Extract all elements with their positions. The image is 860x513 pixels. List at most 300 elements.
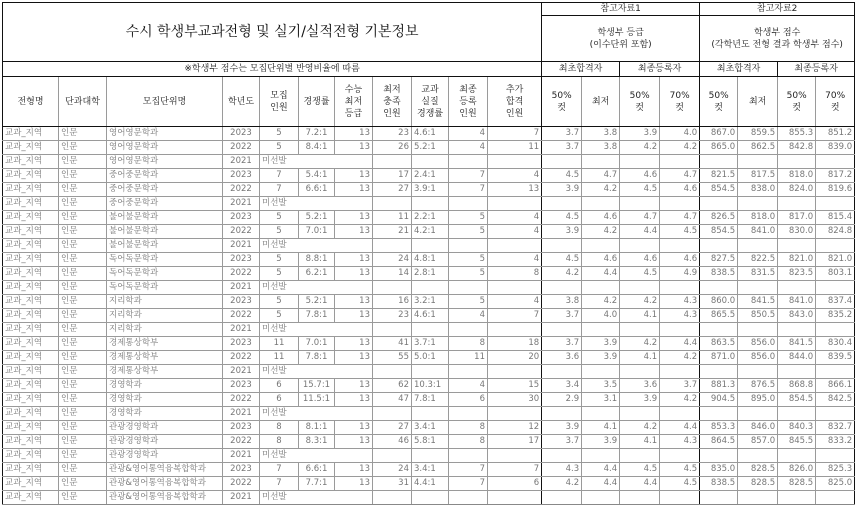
cell-grade-first-min: 4.7 [582,169,620,183]
cell-college: 인문 [59,309,107,323]
cell-min-met: 24 [373,463,412,477]
cell-grade-first-50: 2.9 [542,393,582,407]
cell-grade-first-50: 3.7 [542,435,582,449]
cell-real-competition: 4.6:1 [412,127,449,141]
cell-grade-final-70 [660,155,700,169]
cell-grade-first-50: 4.5 [542,211,582,225]
cell-admission-type: 교과_지역 [3,141,59,155]
cell-score-final-70: 851.2 [816,127,855,141]
ref1-desc1: 학생부 등급 [597,27,644,38]
cell-score-first-min: 828.5 [738,463,778,477]
column-header: 최종 등록 인원 [449,77,488,127]
cell-score-final-50: 823.5 [778,267,816,281]
cell-admission-type: 교과_지역 [3,421,59,435]
ref2-desc1: 학생부 점수 [753,27,801,38]
cell-dept-name: 경제통상학부 [107,365,223,379]
cell-score-final-50: 843.0 [778,309,816,323]
cell-admission-type: 교과_지역 [3,323,59,337]
not-selected-label: 미선발 [260,281,373,295]
cell-suneung-min: 13 [335,435,373,449]
cell-min-met [373,197,412,211]
cell-score-first-min [738,449,778,463]
cell-grade-final-70: 4.9 [660,267,700,281]
cell-year: 2021 [223,491,260,505]
cell-quota: 7 [260,477,299,491]
cell-college: 인문 [59,225,107,239]
cell-score-first-min: 856.0 [738,351,778,365]
cell-grade-first-min: 4.4 [582,463,620,477]
cell-score-final-50: 828.5 [778,477,816,491]
cell-college: 인문 [59,393,107,407]
column-header: 모집단위명 [107,77,223,127]
table-row [3,281,855,295]
cell-extra-admitted: 30 [488,393,542,407]
cell-score-final-50 [778,197,816,211]
cell-score-final-70: 839.5 [816,351,855,365]
cell-year: 2023 [223,337,260,351]
cell-final-registered [449,155,488,169]
cell-extra-admitted [488,407,542,421]
cell-suneung-min: 13 [335,211,373,225]
not-selected-label: 미선발 [260,365,373,379]
cell-admission-type: 교과_지역 [3,365,59,379]
cell-score-final-70: 835.2 [816,309,855,323]
cell-dept-name: 불어불문학과 [107,211,223,225]
cell-min-met: 17 [373,169,412,183]
cell-dept-name: 관광&영어통역융복합학과 [107,491,223,505]
cell-grade-final-70: 4.3 [660,295,700,309]
ref1-desc2: (이수단위 포함) [589,39,652,50]
cell-score-final-50: 818.0 [778,169,816,183]
cell-score-first-min [738,197,778,211]
column-header: 50% 컷 [542,77,582,127]
cell-admission-type: 교과_지역 [3,127,59,141]
cell-score-first-min: 838.0 [738,183,778,197]
cell-real-competition [412,281,449,295]
cell-dept-name: 독어독문학과 [107,253,223,267]
cell-quota: 11 [260,351,299,365]
cell-year: 2023 [223,169,260,183]
cell-suneung-min: 13 [335,337,373,351]
cell-year: 2022 [223,267,260,281]
cell-grade-final-70: 4.5 [660,463,700,477]
cell-college: 인문 [59,421,107,435]
cell-year: 2022 [223,141,260,155]
cell-min-met: 11 [373,211,412,225]
admission-info-table [2,2,855,505]
cell-score-final-70: 833.2 [816,435,855,449]
cell-real-competition [412,239,449,253]
cell-final-registered: 5 [449,267,488,281]
cell-extra-admitted [488,281,542,295]
cell-dept-name: 불어불문학과 [107,239,223,253]
cell-min-met [373,323,412,337]
cell-extra-admitted: 6 [488,477,542,491]
cell-real-competition: 3.7:1 [412,337,449,351]
cell-min-met: 14 [373,267,412,281]
cell-year: 2021 [223,197,260,211]
cell-admission-type: 교과_지역 [3,407,59,421]
column-header: 단과대학 [59,77,107,127]
cell-quota: 5 [260,211,299,225]
cell-admission-type: 교과_지역 [3,169,59,183]
cell-final-registered: 7 [449,169,488,183]
cell-admission-type: 교과_지역 [3,197,59,211]
cell-grade-final-70: 4.2 [660,393,700,407]
cell-real-competition: 7.8:1 [412,393,449,407]
cell-grade-final-70 [660,239,700,253]
cell-real-competition: 5.2:1 [412,141,449,155]
cell-grade-first-50: 3.9 [542,421,582,435]
cell-extra-admitted: 12 [488,421,542,435]
cell-suneung-min: 13 [335,351,373,365]
cell-year: 2021 [223,365,260,379]
cell-dept-name: 영어영문학과 [107,127,223,141]
cell-grade-final-50: 4.4 [620,225,660,239]
ref2-desc2: (각학년도 전형 결과 학생부 점수) [711,39,843,50]
cell-grade-first-min: 4.1 [582,421,620,435]
table-row [3,351,855,365]
cell-quota: 5 [260,253,299,267]
cell-quota: 6 [260,379,299,393]
cell-admission-type: 교과_지역 [3,281,59,295]
column-header: 최저 [582,77,620,127]
cell-grade-first-min: 4.2 [582,183,620,197]
cell-grade-first-min: 4.2 [582,225,620,239]
cell-grade-first-50: 4.2 [542,267,582,281]
cell-competition: 7.2:1 [299,127,335,141]
cell-extra-admitted: 7 [488,127,542,141]
cell-score-first-50: 854.5 [700,225,738,239]
cell-real-competition: 2.4:1 [412,169,449,183]
cell-college: 인문 [59,491,107,505]
cell-score-first-min: 841.0 [738,225,778,239]
cell-extra-admitted: 7 [488,309,542,323]
cell-grade-first-50 [542,407,582,421]
cell-score-final-70: 825.3 [816,463,855,477]
cell-extra-admitted: 4 [488,295,542,309]
cell-dept-name: 경제통상학부 [107,337,223,351]
cell-grade-final-50 [620,491,660,505]
cell-extra-admitted: 13 [488,183,542,197]
cell-dept-name: 지리학과 [107,309,223,323]
table-row [3,435,855,449]
cell-college: 인문 [59,407,107,421]
cell-college: 인문 [59,463,107,477]
cell-final-registered: 11 [449,351,488,365]
cell-extra-admitted: 8 [488,267,542,281]
cell-year: 2023 [223,421,260,435]
cell-admission-type: 교과_지역 [3,337,59,351]
cell-grade-first-min [582,323,620,337]
table-row [3,295,855,309]
table-row [3,239,855,253]
cell-score-final-50: 868.8 [778,379,816,393]
cell-grade-final-70 [660,281,700,295]
cell-score-final-70: 815.4 [816,211,855,225]
cell-score-first-50 [700,449,738,463]
cell-final-registered: 8 [449,421,488,435]
cell-year: 2022 [223,351,260,365]
cell-admission-type: 교과_지역 [3,253,59,267]
cell-grade-final-50: 4.5 [620,267,660,281]
score-note: ※학생부 점수는 모집단위별 반영비율에 따름 [3,62,542,77]
cell-year: 2023 [223,211,260,225]
cell-admission-type: 교과_지역 [3,239,59,253]
cell-suneung-min: 13 [335,393,373,407]
cell-extra-admitted: 4 [488,169,542,183]
cell-score-final-70 [816,281,855,295]
cell-suneung-min: 13 [335,477,373,491]
cell-score-first-min: 818.0 [738,211,778,225]
cell-score-final-70 [816,365,855,379]
cell-year: 2023 [223,463,260,477]
cell-college: 인문 [59,141,107,155]
cell-dept-name: 관광경영학과 [107,449,223,463]
cell-score-final-50: 844.0 [778,351,816,365]
cell-dept-name: 관광경영학과 [107,421,223,435]
cell-college: 인문 [59,197,107,211]
cell-final-registered: 5 [449,253,488,267]
cell-score-first-min: 895.0 [738,393,778,407]
table-row [3,169,855,183]
cell-score-final-50: 854.5 [778,393,816,407]
cell-score-final-70: 803.1 [816,267,855,281]
cell-competition: 8.1:1 [299,421,335,435]
cell-extra-admitted [488,239,542,253]
cell-year: 2023 [223,253,260,267]
cell-final-registered: 6 [449,393,488,407]
cell-score-final-50 [778,365,816,379]
cell-extra-admitted: 15 [488,379,542,393]
cell-extra-admitted [488,197,542,211]
cell-grade-final-50: 4.6 [620,253,660,267]
cell-dept-name: 독어독문학과 [107,281,223,295]
cell-suneung-min: 13 [335,379,373,393]
cell-score-final-70 [816,239,855,253]
column-header: 전형명 [3,77,59,127]
cell-min-met: 23 [373,309,412,323]
cell-score-final-50 [778,281,816,295]
cell-grade-final-70: 4.6 [660,253,700,267]
table-row [3,155,855,169]
cell-extra-admitted [488,155,542,169]
cell-grade-final-70 [660,491,700,505]
cell-min-met: 41 [373,337,412,351]
cell-suneung-min: 13 [335,169,373,183]
cell-score-first-50: 853.3 [700,421,738,435]
cell-college: 인문 [59,281,107,295]
table-row [3,491,855,505]
cell-grade-first-50: 4.2 [542,477,582,491]
cell-year: 2022 [223,309,260,323]
cell-score-final-50: 841.0 [778,295,816,309]
cell-dept-name: 경영학과 [107,393,223,407]
cell-score-first-min [738,491,778,505]
cell-quota: 7 [260,169,299,183]
cell-extra-admitted [488,323,542,337]
cell-extra-admitted: 7 [488,463,542,477]
column-header: 추가 합격 인원 [488,77,542,127]
cell-grade-final-70 [660,323,700,337]
cell-grade-first-min: 3.8 [582,127,620,141]
table-row [3,211,855,225]
cell-suneung-min: 13 [335,267,373,281]
cell-score-first-50: 881.3 [700,379,738,393]
cell-real-competition [412,407,449,421]
cell-grade-final-70 [660,197,700,211]
table-row [3,477,855,491]
cell-score-final-50: 845.5 [778,435,816,449]
cell-min-met: 24 [373,253,412,267]
cell-year: 2023 [223,127,260,141]
column-header-row [3,77,855,127]
cell-grade-final-70: 4.0 [660,127,700,141]
cell-grade-final-50: 3.9 [620,393,660,407]
cell-college: 인문 [59,295,107,309]
cell-extra-admitted: 4 [488,225,542,239]
cell-grade-final-50 [620,365,660,379]
cell-grade-first-min: 3.9 [582,337,620,351]
cell-grade-final-50: 4.4 [620,477,660,491]
cell-quota: 5 [260,309,299,323]
cell-year: 2022 [223,225,260,239]
cell-min-met [373,491,412,505]
column-header: 50% 컷 [700,77,738,127]
table-row [3,183,855,197]
cell-score-final-70: 839.0 [816,141,855,155]
cell-grade-final-50: 4.1 [620,309,660,323]
cell-grade-first-min [582,239,620,253]
cell-grade-first-min [582,281,620,295]
cell-dept-name: 관광&영어통역융복합학과 [107,463,223,477]
cell-score-first-min: 859.5 [738,127,778,141]
cell-score-first-50: 835.0 [700,463,738,477]
cell-dept-name: 중어중문학과 [107,197,223,211]
cell-year: 2022 [223,183,260,197]
cell-grade-final-50 [620,281,660,295]
table-row [3,127,855,141]
table-row [3,365,855,379]
cell-quota: 5 [260,267,299,281]
cell-grade-first-min: 3.9 [582,351,620,365]
cell-competition: 8.8:1 [299,253,335,267]
cell-score-final-50: 824.0 [778,183,816,197]
cell-real-competition: 3.4:1 [412,463,449,477]
cell-score-final-70: 817.2 [816,169,855,183]
cell-grade-final-50 [620,449,660,463]
cell-real-competition: 3.2:1 [412,295,449,309]
cell-final-registered: 4 [449,379,488,393]
cell-score-first-min: 857.0 [738,435,778,449]
cell-admission-type: 교과_지역 [3,225,59,239]
cell-college: 인문 [59,337,107,351]
cell-college: 인문 [59,379,107,393]
cell-score-first-50: 821.5 [700,169,738,183]
cell-score-first-50 [700,365,738,379]
cell-grade-first-min [582,407,620,421]
cell-score-final-70: 837.4 [816,295,855,309]
cell-admission-type: 교과_지역 [3,351,59,365]
table-body [3,127,855,505]
column-header: 최저 충족 인원 [373,77,412,127]
cell-score-first-50 [700,281,738,295]
ref1-label: 참고자료1 [542,3,700,16]
cell-final-registered [449,407,488,421]
cell-real-competition: 5.8:1 [412,435,449,449]
cell-grade-first-min: 4.0 [582,309,620,323]
cell-dept-name: 경영학과 [107,407,223,421]
cell-dept-name: 지리학과 [107,323,223,337]
cell-competition: 7.0:1 [299,337,335,351]
table-row [3,463,855,477]
cell-college: 인문 [59,127,107,141]
cell-grade-final-50: 4.2 [620,295,660,309]
not-selected-label: 미선발 [260,239,373,253]
cell-college: 인문 [59,169,107,183]
cell-dept-name: 관광경영학과 [107,435,223,449]
cell-grade-final-50: 4.6 [620,169,660,183]
cell-college: 인문 [59,365,107,379]
ref2-label: 참고자료2 [700,3,855,16]
cell-grade-first-50 [542,491,582,505]
cell-extra-admitted [488,449,542,463]
cell-extra-admitted [488,365,542,379]
cell-score-final-70: 824.8 [816,225,855,239]
cell-score-first-min: 850.5 [738,309,778,323]
cell-final-registered [449,239,488,253]
column-header: 수능 최저 등급 [335,77,373,127]
cell-grade-first-min: 4.6 [582,211,620,225]
cell-grade-final-50 [620,197,660,211]
cell-real-competition [412,449,449,463]
cell-quota: 5 [260,225,299,239]
cell-admission-type: 교과_지역 [3,267,59,281]
cell-grade-final-50 [620,407,660,421]
cell-college: 인문 [59,267,107,281]
cell-grade-first-50: 4.5 [542,169,582,183]
cell-real-competition [412,491,449,505]
cell-grade-final-70: 4.2 [660,141,700,155]
table-row [3,379,855,393]
table-row [3,225,855,239]
column-header: 70% 컷 [816,77,855,127]
cell-min-met: 26 [373,141,412,155]
cell-score-first-min: 831.5 [738,267,778,281]
cell-grade-first-50: 3.7 [542,127,582,141]
cell-score-first-50: 864.5 [700,435,738,449]
cell-dept-name: 지리학과 [107,295,223,309]
cell-score-first-50 [700,407,738,421]
cell-grade-final-70: 4.2 [660,351,700,365]
cell-final-registered: 4 [449,141,488,155]
cell-final-registered: 4 [449,309,488,323]
ref1-final-register: 최종등록자 [620,62,700,77]
cell-grade-final-70: 4.5 [660,477,700,491]
column-header: 50% 컷 [778,77,816,127]
cell-min-met: 62 [373,379,412,393]
cell-extra-admitted: 20 [488,351,542,365]
cell-college: 인문 [59,183,107,197]
cell-score-first-min: 846.0 [738,421,778,435]
cell-min-met: 46 [373,435,412,449]
cell-extra-admitted: 11 [488,141,542,155]
cell-suneung-min: 13 [335,183,373,197]
cell-quota: 5 [260,127,299,141]
ref1-desc [542,16,700,62]
cell-score-final-70: 866.1 [816,379,855,393]
cell-grade-final-70: 4.4 [660,337,700,351]
